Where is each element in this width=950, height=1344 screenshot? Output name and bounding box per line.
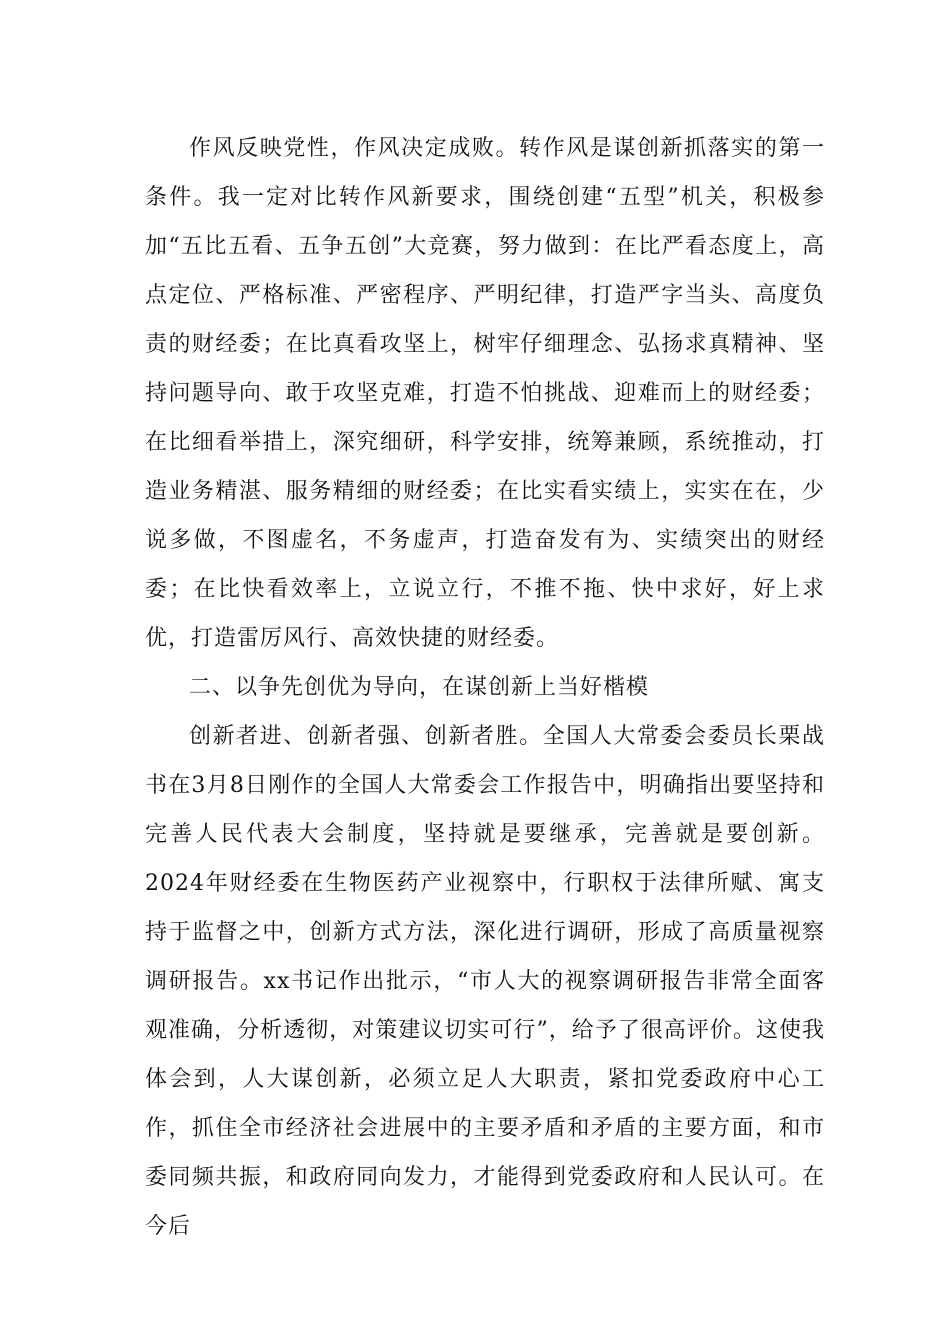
section-heading-innovation: 二、以争先创优为导向，在谋创新上当好楷模 <box>189 675 650 700</box>
document-body <box>145 124 825 1251</box>
paragraph-work-style: 作风反映党性，作风决定成败。转作风是谋创新抓落实的第一条件。我一定对比转作风新要求，围绕创建“五型”机关，积极参加“五比五看、五争五创”大竞赛，努力做到：在比严看态度上，高点定位、严格标准、严密程序、严明纪律，打造严字当头、高度负责的财经委；在比真看攻坚上，树牢仔细理念、弘扬求真精神、坚持问题导向、敢于攻坚克难，打造不怕挑战、迎难而上的财经委；在比细看举措上，深究细研，科学安排，统筹兼顾，系统推动，打造业务精湛、服务精细的财经委；在比实看实绩上，实实在在，少说多做，不图虚名，不务虚声，打造奋发有为、实绩突出的财经委；在比快看效率上，立说立行，不推不拖、快中求好，好上求优，打造雷厉风行、高效快捷的财经委。 <box>145 136 825 651</box>
paragraph-innovation: 创新者进、创新者强、创新者胜。全国人大常委会委员长栗战书在3月8日刚作的全国人大常委会工作报告中，明确指出要坚持和完善人民代表大会制度，坚持就是要继承，完善就是要创新。2024年财经委在生物医药产业视察中，行职权于法律所赋、寓支持于监督之中，创新方式方法，深化进行调研，形成了高质量视察调研报告。xx书记作出批示，“市人大的视察调研报告非常全面客观准确，分析透彻，对策建议切实可行”，给予了很高评价。这使我体会到，人大谋创新，必须立足人大职责，紧扣党委政府中心工作，抓住全市经济社会进展中的主要矛盾和矛盾的主要方面，和市委同频共振，和政府同向发力，才能得到党委政府和人民认可。在今后 <box>145 724 825 1239</box>
